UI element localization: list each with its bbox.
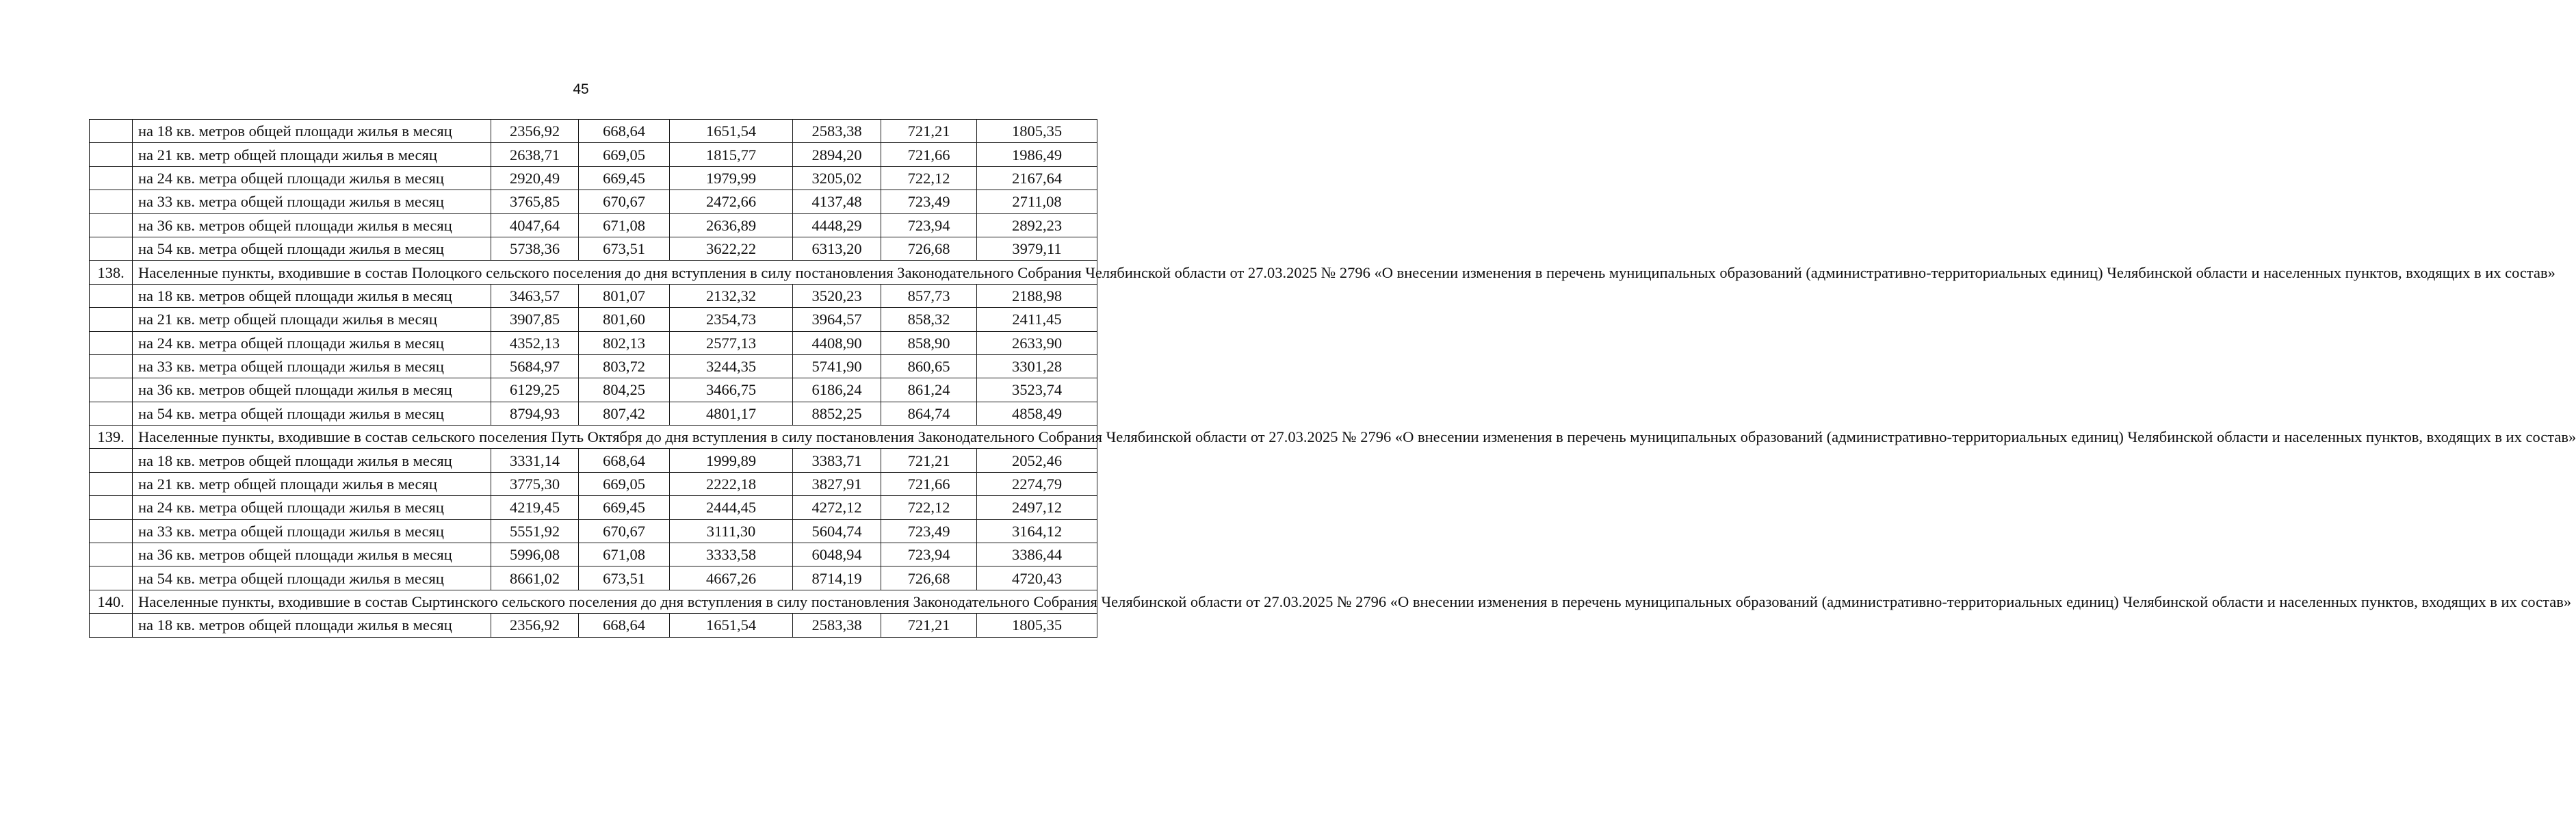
value-cell: 3523,74 [977, 378, 1097, 402]
row-label: на 21 кв. метр общей площади жилья в месяц [133, 308, 491, 331]
section-header-row [90, 261, 1097, 284]
value-cell: 669,05 [579, 472, 670, 495]
value-cell: 721,21 [881, 120, 977, 143]
value-cell: 3244,35 [670, 354, 793, 378]
value-cell: 669,45 [579, 496, 670, 519]
row-number-cell [90, 519, 133, 543]
value-cell: 2894,20 [793, 143, 881, 166]
value-cell: 5684,97 [491, 354, 579, 378]
page-number: 45 [573, 81, 589, 97]
value-cell: 723,94 [881, 543, 977, 566]
row-number-cell [90, 472, 133, 495]
value-cell: 1999,89 [670, 449, 793, 472]
value-cell: 5604,74 [793, 519, 881, 543]
value-cell: 721,21 [881, 614, 977, 637]
row-number-cell [90, 213, 133, 237]
row-label: на 24 кв. метра общей площади жилья в месяц [133, 331, 491, 354]
value-cell: 6129,25 [491, 378, 579, 402]
value-cell: 2052,46 [977, 449, 1097, 472]
row-number-cell [90, 166, 133, 190]
value-cell: 4408,90 [793, 331, 881, 354]
value-cell: 8661,02 [491, 566, 579, 590]
value-cell: 1979,99 [670, 166, 793, 190]
table-row [90, 566, 1097, 590]
value-cell: 3979,11 [977, 237, 1097, 260]
value-cell: 721,66 [881, 143, 977, 166]
value-cell: 726,68 [881, 237, 977, 260]
value-cell: 2711,08 [977, 190, 1097, 213]
row-label: на 33 кв. метра общей площади жилья в месяц [133, 519, 491, 543]
value-cell: 861,24 [881, 378, 977, 402]
value-cell: 858,90 [881, 331, 977, 354]
value-cell: 2472,66 [670, 190, 793, 213]
row-label: на 33 кв. метра общей площади жилья в месяц [133, 190, 491, 213]
value-cell: 721,66 [881, 472, 977, 495]
value-cell: 803,72 [579, 354, 670, 378]
section-header-row [90, 426, 1097, 449]
value-cell: 2892,23 [977, 213, 1097, 237]
value-cell: 2411,45 [977, 308, 1097, 331]
value-cell: 4720,43 [977, 566, 1097, 590]
table-row [90, 308, 1097, 331]
value-cell: 668,64 [579, 449, 670, 472]
row-number-cell [90, 566, 133, 590]
value-cell: 671,08 [579, 543, 670, 566]
table-row [90, 449, 1097, 472]
value-cell: 4801,17 [670, 402, 793, 425]
row-number-cell [90, 402, 133, 425]
value-cell: 5738,36 [491, 237, 579, 260]
value-cell: 1815,77 [670, 143, 793, 166]
value-cell: 802,13 [579, 331, 670, 354]
row-label: на 54 кв. метра общей площади жилья в месяц [133, 566, 491, 590]
table-row [90, 378, 1097, 402]
value-cell: 4047,64 [491, 213, 579, 237]
value-cell: 2356,92 [491, 614, 579, 637]
value-cell: 3331,14 [491, 449, 579, 472]
value-cell: 723,49 [881, 519, 977, 543]
value-cell: 4667,26 [670, 566, 793, 590]
value-cell: 3383,71 [793, 449, 881, 472]
table-row [90, 213, 1097, 237]
row-label: на 24 кв. метра общей площади жилья в месяц [133, 496, 491, 519]
value-cell: 2920,49 [491, 166, 579, 190]
value-cell: 1805,35 [977, 614, 1097, 637]
value-cell: 721,21 [881, 449, 977, 472]
section-number: 140. [90, 590, 133, 613]
value-cell: 3907,85 [491, 308, 579, 331]
value-cell: 3111,30 [670, 519, 793, 543]
table-row [90, 284, 1097, 307]
row-number-cell [90, 120, 133, 143]
row-label: на 54 кв. метра общей площади жилья в месяц [133, 402, 491, 425]
table-row [90, 354, 1097, 378]
value-cell: 723,49 [881, 190, 977, 213]
row-label: на 18 кв. метров общей площади жилья в месяц [133, 120, 491, 143]
value-cell: 2633,90 [977, 331, 1097, 354]
value-cell: 3964,57 [793, 308, 881, 331]
value-cell: 722,12 [881, 166, 977, 190]
value-cell: 4137,48 [793, 190, 881, 213]
row-label: на 21 кв. метр общей площади жилья в месяц [133, 143, 491, 166]
value-cell: 3386,44 [977, 543, 1097, 566]
value-cell: 2132,32 [670, 284, 793, 307]
value-cell: 5741,90 [793, 354, 881, 378]
value-cell: 2577,13 [670, 331, 793, 354]
value-cell: 858,32 [881, 308, 977, 331]
row-number-cell [90, 143, 133, 166]
table-row [90, 190, 1097, 213]
value-cell: 4858,49 [977, 402, 1097, 425]
table-row [90, 166, 1097, 190]
value-cell: 8714,19 [793, 566, 881, 590]
section-title: Населенные пункты, входившие в состав Полоцкого сельского поселения до дня вступления в силу постановления Законодательного Собрания Челябинской области от 27.03.2025 № 2796 «О внесении изменения в перечень муниципальных образований (административно-территориальных единиц) Челябинской области и населенных пунктов, входящих в их состав» [133, 261, 1097, 284]
value-cell: 2222,18 [670, 472, 793, 495]
row-number-cell [90, 354, 133, 378]
value-cell: 3827,91 [793, 472, 881, 495]
value-cell: 2188,98 [977, 284, 1097, 307]
value-cell: 3333,58 [670, 543, 793, 566]
row-number-cell [90, 237, 133, 260]
row-label: на 36 кв. метров общей площади жилья в месяц [133, 213, 491, 237]
value-cell: 3466,75 [670, 378, 793, 402]
table-row [90, 331, 1097, 354]
value-cell: 670,67 [579, 190, 670, 213]
value-cell: 4448,29 [793, 213, 881, 237]
section-number: 139. [90, 426, 133, 449]
value-cell: 3622,22 [670, 237, 793, 260]
row-number-cell [90, 331, 133, 354]
value-cell: 804,25 [579, 378, 670, 402]
value-cell: 668,64 [579, 614, 670, 637]
value-cell: 2444,45 [670, 496, 793, 519]
row-number-cell [90, 308, 133, 331]
row-label: на 36 кв. метров общей площади жилья в месяц [133, 543, 491, 566]
row-label: на 36 кв. метров общей площади жилья в месяц [133, 378, 491, 402]
tariff-table [89, 119, 2576, 638]
value-cell: 3463,57 [491, 284, 579, 307]
row-label: на 18 кв. метров общей площади жилья в месяц [133, 614, 491, 637]
table-row [90, 120, 1097, 143]
value-cell: 1986,49 [977, 143, 1097, 166]
table-row [90, 496, 1097, 519]
row-label: на 18 кв. метров общей площади жилья в месяц [133, 449, 491, 472]
value-cell: 857,73 [881, 284, 977, 307]
value-cell: 3765,85 [491, 190, 579, 213]
value-cell: 2638,71 [491, 143, 579, 166]
value-cell: 1651,54 [670, 614, 793, 637]
value-cell: 671,08 [579, 213, 670, 237]
value-cell: 5551,92 [491, 519, 579, 543]
row-number-cell [90, 378, 133, 402]
section-title: Населенные пункты, входившие в состав сельского поселения Путь Октября до дня вступления в силу постановления Законодательного Собрания Челябинской области от 27.03.2025 № 2796 «О внесении изменения в перечень муниципальных образований (административно-территориальных единиц) Челябинской области и населенных пунктов, входящих в их состав» [133, 426, 1097, 449]
row-label: на 21 кв. метр общей площади жилья в месяц [133, 472, 491, 495]
section-number: 138. [90, 261, 133, 284]
value-cell: 1805,35 [977, 120, 1097, 143]
value-cell: 4352,13 [491, 331, 579, 354]
table-row [90, 519, 1097, 543]
value-cell: 6186,24 [793, 378, 881, 402]
value-cell: 2274,79 [977, 472, 1097, 495]
value-cell: 801,60 [579, 308, 670, 331]
value-cell: 722,12 [881, 496, 977, 519]
value-cell: 673,51 [579, 237, 670, 260]
table-row [90, 543, 1097, 566]
value-cell: 723,94 [881, 213, 977, 237]
value-cell: 4272,12 [793, 496, 881, 519]
value-cell: 8852,25 [793, 402, 881, 425]
value-cell: 2583,38 [793, 120, 881, 143]
row-number-cell [90, 614, 133, 637]
value-cell: 2167,64 [977, 166, 1097, 190]
value-cell: 6048,94 [793, 543, 881, 566]
value-cell: 6313,20 [793, 237, 881, 260]
value-cell: 2636,89 [670, 213, 793, 237]
value-cell: 670,67 [579, 519, 670, 543]
value-cell: 668,64 [579, 120, 670, 143]
value-cell: 2356,92 [491, 120, 579, 143]
row-number-cell [90, 190, 133, 213]
row-number-cell [90, 496, 133, 519]
value-cell: 2583,38 [793, 614, 881, 637]
value-cell: 2354,73 [670, 308, 793, 331]
value-cell: 669,05 [579, 143, 670, 166]
value-cell: 864,74 [881, 402, 977, 425]
table-row [90, 237, 1097, 260]
value-cell: 801,07 [579, 284, 670, 307]
value-cell: 673,51 [579, 566, 670, 590]
table-row [90, 614, 1097, 637]
value-cell: 1651,54 [670, 120, 793, 143]
value-cell: 669,45 [579, 166, 670, 190]
section-title: Населенные пункты, входившие в состав Сыртинского сельского поселения до дня вступления в силу постановления Законодательного Собрания Челябинской области от 27.03.2025 № 2796 «О внесении изменения в перечень муниципальных образований (административно-территориальных единиц) Челябинской области и населенных пунктов, входящих в их состав» [133, 590, 1097, 613]
value-cell: 3520,23 [793, 284, 881, 307]
table-row [90, 402, 1097, 425]
value-cell: 3301,28 [977, 354, 1097, 378]
row-label: на 54 кв. метра общей площади жилья в месяц [133, 237, 491, 260]
section-header-row [90, 590, 1097, 613]
row-label: на 33 кв. метра общей площади жилья в месяц [133, 354, 491, 378]
row-number-cell [90, 284, 133, 307]
row-number-cell [90, 449, 133, 472]
value-cell: 807,42 [579, 402, 670, 425]
value-cell: 3164,12 [977, 519, 1097, 543]
value-cell: 4219,45 [491, 496, 579, 519]
value-cell: 3205,02 [793, 166, 881, 190]
value-cell: 3775,30 [491, 472, 579, 495]
value-cell: 8794,93 [491, 402, 579, 425]
row-label: на 18 кв. метров общей площади жилья в месяц [133, 284, 491, 307]
row-label: на 24 кв. метра общей площади жилья в месяц [133, 166, 491, 190]
value-cell: 860,65 [881, 354, 977, 378]
value-cell: 2497,12 [977, 496, 1097, 519]
table-row [90, 143, 1097, 166]
value-cell: 5996,08 [491, 543, 579, 566]
row-number-cell [90, 543, 133, 566]
table-row [90, 472, 1097, 495]
value-cell: 726,68 [881, 566, 977, 590]
